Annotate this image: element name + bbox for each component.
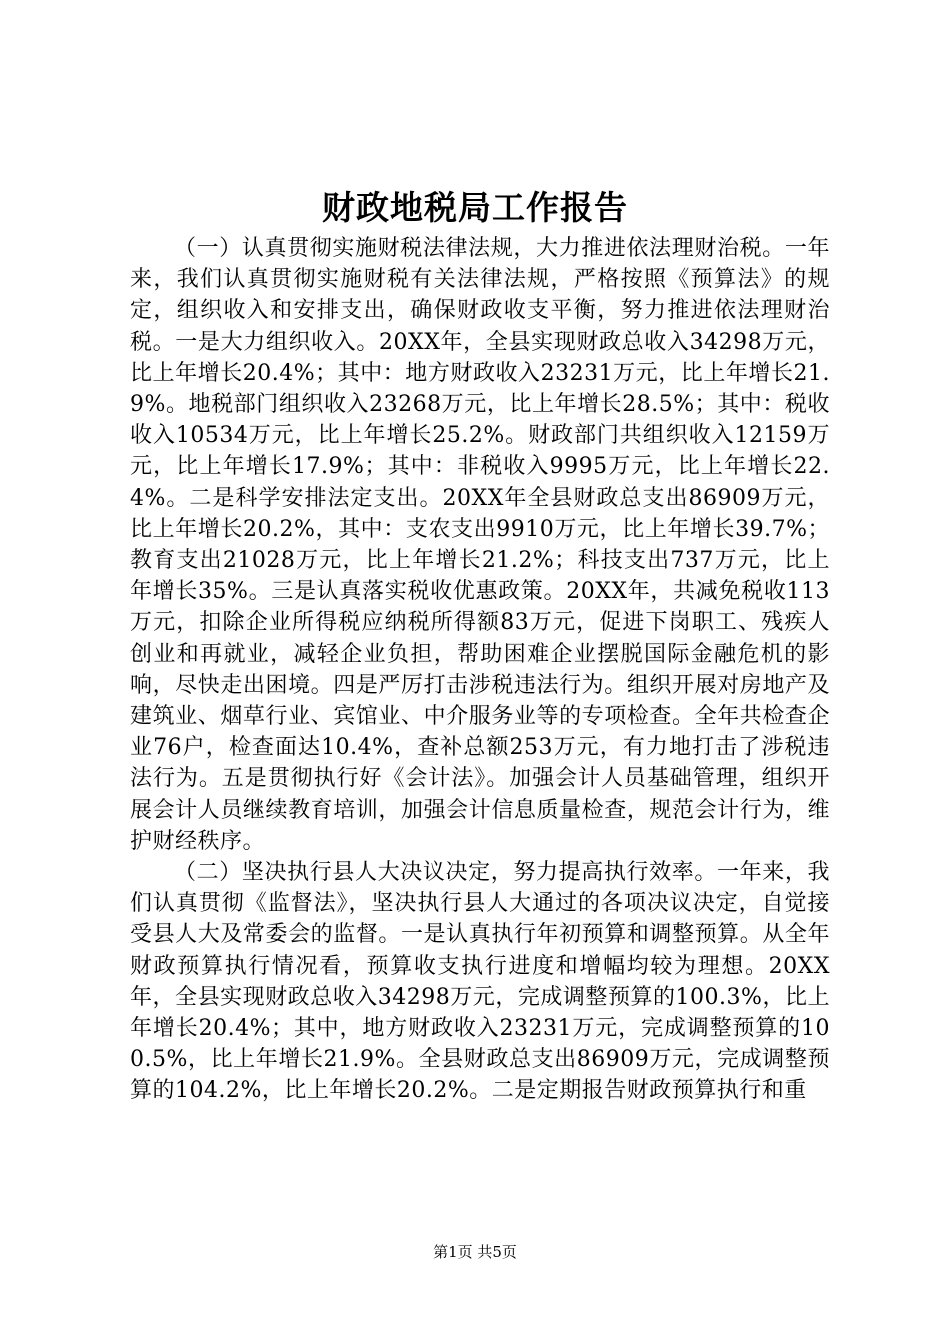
paragraph-1: （一）认真贯彻实施财税法律法规，大力推进依法理财治税。一年来，我们认真贯彻实施财税有关法律法规，严格按照《预算法》的规定，组织收入和安排支出，确保财政收支平衡，努力推进依法理财治税。一是大力组织收入。20XX年，全县实现财政总收入34298万元，比上年增长20.4%；其中：地方财政收入23231万元，比上年增长21.9%。地税部门组织收入23268万元，比上年增长28.5%；其中：税收收入10534万元，比上年增长25.2%。财政部门共组织收入12159万元，比上年增长17.9%；其中：非税收入9995万元，比上年增长22.4%。二是科学安排法定支出。20XX年全县财政总支出86909万元，比上年增长20.2%，其中：支农支出9910万元，比上年增长39.7%；教育支出21028万元，比上年增长21.2%；科技支出737万元，比上年增长35%。三是认真落实税收优惠政策。20XX年，共减免税收113万元，扣除企业所得税应纳税所得额83万元，促进下岗职工、残疾人创业和再就业，减轻企业负担，帮助困难企业摆脱国际金融危机的影响，尽快走出困境。四是严厉打击涉税违法行为。组织开展对房地产及建筑业、烟草行业、宾馆业、中介服务业等的专项检查。全年共检查企业76户，检查面达10.4%，查补总额253万元，有力地打击了涉税违法行为。五是贯彻执行好《会计法》。加强会计人员基础管理，组织开展会计人员继续教育培训，加强会计信息质量检查，规范会计行为，维护财经秩序。 [130, 236, 830, 854]
page-footer: 第1页 共5页 [433, 1243, 517, 1261]
document-body [130, 233, 830, 1107]
document-title: 财政地税局工作报告 [322, 188, 628, 227]
paragraph-2: （二）坚决执行县人大决议决定，努力提高执行效率。一年来，我们认真贯彻《监督法》，坚决执行县人大通过的各项决议决定，自觉接受县人大及常委会的监督。一是认真执行年初预算和调整预算。从全年财政预算执行情况看，预算收支执行进度和增幅均较为理想。20XX年，全县实现财政总收入34298万元，完成调整预算的100.3%，比上年增长20.4%；其中，地方财政收入23231万元，完成调整预算的100.5%，比上年增长21.9%。全县财政总支出86909万元，完成调整预算的104.2%，比上年增长20.2%。二是定期报告财政预算执行和重 [130, 860, 830, 1104]
